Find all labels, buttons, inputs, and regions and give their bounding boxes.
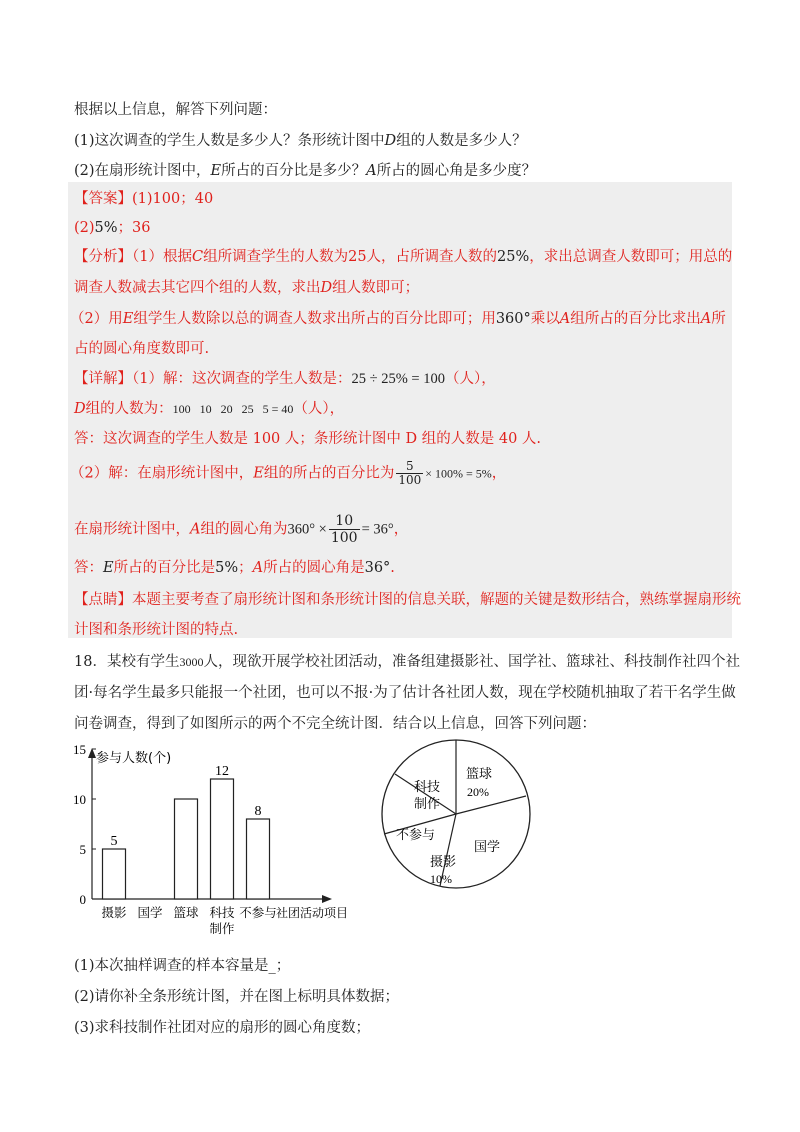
x-tick-group xyxy=(101,905,276,936)
var-e: E xyxy=(122,311,134,327)
answer-part1: (1)100；40 xyxy=(132,191,214,207)
detail-l1-b: （人）， xyxy=(444,371,496,387)
bar-0 xyxy=(103,849,126,899)
analysis-l3-c: 乘以 xyxy=(530,311,560,327)
x-tick-label-0-0: 摄影 xyxy=(101,905,127,920)
y-tick-5: 5 xyxy=(79,842,86,857)
detail-l4-b: 组的所占的百分比为 xyxy=(263,465,395,482)
q17-sub2-text-b: 所占的百分比是多少？ xyxy=(221,163,367,179)
q18-student-count: 3000 xyxy=(179,655,204,669)
x-axis-label: 社团活动项目 xyxy=(276,906,349,920)
detail-line3: 答：这次调查的学生人数是 100 人；条形统计图中 D 组的人数是 40 人. xyxy=(74,431,542,447)
detail-l2-b: （人）， xyxy=(293,401,345,417)
var-d: D xyxy=(74,401,86,417)
comment-line2: 计图和条形统计图的特点. xyxy=(74,622,239,638)
y-tick-15: 15 xyxy=(73,742,86,757)
detail-l6-a: 答： xyxy=(74,560,103,576)
var-a: A xyxy=(190,521,201,538)
detail-l6-d: 所占的圆心角是 xyxy=(263,560,365,576)
y-tick-10: 10 xyxy=(73,792,86,807)
fraction-numerator: 10 xyxy=(329,513,360,530)
bar-3 xyxy=(211,779,234,899)
x-tick-label-1-0: 国学 xyxy=(137,905,163,920)
q18-sub3: (3)求科技制作社团对应的扇形的圆心角度数； xyxy=(74,1020,371,1036)
detail-label: 【详解】 xyxy=(74,371,132,387)
analysis-l3-b: 组学生人数除以总的调查人数求出所占的百分比即可；用 xyxy=(133,311,496,327)
pie-label-photo: 摄影 xyxy=(430,855,457,870)
bar-data-label-4: 8 xyxy=(254,804,262,819)
detail-l5-b: 组的圆心角为 xyxy=(200,521,288,538)
var-a: A xyxy=(700,311,712,327)
answer-part2-rest: ；36 xyxy=(117,220,151,236)
pie-label-guoxue: 国学 xyxy=(474,840,501,855)
detail-l4-c: ， xyxy=(491,465,507,482)
analysis-l1-a: （1）根据 xyxy=(132,249,192,265)
analysis-l3-e: 所 xyxy=(711,311,726,327)
analysis-l1-c: ，求出总调查人数即可；用总的 xyxy=(529,249,733,265)
x-tick-label-4-0: 不参与 xyxy=(239,905,277,920)
detail-l2-a: 组的人数为： xyxy=(85,401,173,417)
comment-label: 【点睛】 xyxy=(74,592,132,608)
bar-group xyxy=(103,764,270,899)
bar-data-label-0: 5 xyxy=(110,834,118,849)
analysis-label: 【分析】 xyxy=(74,249,132,265)
pie-label-tech-2: 制作 xyxy=(414,797,441,812)
pie-label-basketball-pct: 20% xyxy=(467,785,489,799)
detail-expr2: 100 10 20 25 5 = 40 xyxy=(172,402,294,416)
detail-expr5-deg: 360° × xyxy=(287,521,327,538)
analysis-line4: 占的圆心角度数即可. xyxy=(74,341,210,357)
fraction-denominator: 100 xyxy=(330,530,358,546)
q18-l1-a: 18．某校有学生 xyxy=(74,654,180,670)
pie-label-basketball: 篮球 xyxy=(466,767,493,782)
pie-label-none: 不参与 xyxy=(396,828,436,843)
var-d: D xyxy=(384,133,397,149)
q17-sub2-text-a: (2)在扇形统计图中， xyxy=(74,163,211,179)
detail-deg: 36° xyxy=(364,560,391,576)
var-d: D xyxy=(320,280,333,296)
answer-part2-prefix: (2) xyxy=(74,220,95,236)
answer-label: 【答案】 xyxy=(74,191,132,207)
var-e: E xyxy=(253,465,264,482)
analysis-l1-b: 组所调查学生的人数为25人，占所调查人数的 xyxy=(203,249,498,265)
y-tick-0: 0 xyxy=(79,892,86,907)
detail-l4-a: （2）解：在扇形统计图中， xyxy=(70,465,254,482)
analysis-deg: 360° xyxy=(495,311,531,327)
analysis-pct: 25% xyxy=(497,249,530,265)
detail-expr4: × 100% = 5% xyxy=(425,466,492,481)
detail-l6-c: ； xyxy=(238,560,253,576)
bar-2 xyxy=(175,799,198,899)
pie-label-tech-1: 科技 xyxy=(414,780,441,795)
x-axis-arrow xyxy=(322,895,332,903)
detail-expr1: 25 ÷ 25% = 100 xyxy=(351,371,445,387)
x-tick-label-3-0: 科技 xyxy=(209,905,235,920)
var-a: A xyxy=(252,560,264,576)
x-tick-label-3-1: 制作 xyxy=(209,921,235,936)
q17-sub2-text-c: 所占的圆心角是多少度？ xyxy=(376,163,537,179)
analysis-l2-a: 调查人数减去其它四个组的人数，求出 xyxy=(74,280,321,296)
detail-pct: 5% xyxy=(215,560,239,576)
detail-l5-c: ， xyxy=(393,521,409,538)
bar-4 xyxy=(247,819,270,899)
q17-sub1-text-b: 组的人数是多少人？ xyxy=(396,133,527,149)
var-a: A xyxy=(559,311,571,327)
q18-sub1: (1)本次抽样调查的样本容量是_； xyxy=(74,958,291,974)
var-e: E xyxy=(210,163,222,179)
fraction-numerator: 5 xyxy=(396,460,423,474)
q18-sub2: (2)请你补全条形统计图，并在图上标明具体数据； xyxy=(74,989,400,1005)
q17-sub1-text-a: (1)这次调查的学生人数是多少人？条形统计图中 xyxy=(74,133,385,149)
q18-l1-b: 人，现欲开展学校社团活动，准备组建摄影社、国学社、篮球社、科技制作社四个社 xyxy=(203,654,740,670)
q18-line3: 问卷调查，得到了如图所示的两个不完全统计图．结合以上信息，回答下列问题： xyxy=(74,716,596,732)
answer-pct: 5% xyxy=(94,220,118,236)
detail-l6-e: . xyxy=(390,560,395,576)
fraction-denominator: 100 xyxy=(398,473,422,487)
q18-line2: 团·每名学生最多只能报一个社团，也可以不报·为了估计各社团人数，现在学校随机抽取了若干名学生做 xyxy=(74,685,736,701)
var-c: C xyxy=(191,249,204,265)
bar-data-label-3: 12 xyxy=(215,764,229,779)
detail-l5-a: 在扇形统计图中， xyxy=(74,521,190,538)
x-tick-label-2-0: 篮球 xyxy=(173,905,199,920)
y-axis-label: 参与人数(个) xyxy=(96,751,172,766)
q17-intro: 根据以上信息，解答下列问题： xyxy=(74,102,277,118)
comment-l1: 本题主要考查了扇形统计图和条形统计图的信息关联，解题的关键是数形结合，熟练掌握扇形统 xyxy=(132,592,741,608)
analysis-l3-d: 组所占的百分比求出 xyxy=(570,311,701,327)
pie-label-photo-pct: 10% xyxy=(430,872,452,886)
detail-expr5-rest: = 36° xyxy=(361,521,394,538)
detail-l1-a: （1）解：这次调查的学生人数是： xyxy=(132,371,352,387)
var-a: A xyxy=(366,163,377,179)
analysis-l2-b: 组人数即可； xyxy=(332,280,420,296)
var-e: E xyxy=(103,560,114,576)
detail-l6-b: 所占的百分比是 xyxy=(113,560,216,576)
analysis-l3-a: （2）用 xyxy=(70,311,123,327)
